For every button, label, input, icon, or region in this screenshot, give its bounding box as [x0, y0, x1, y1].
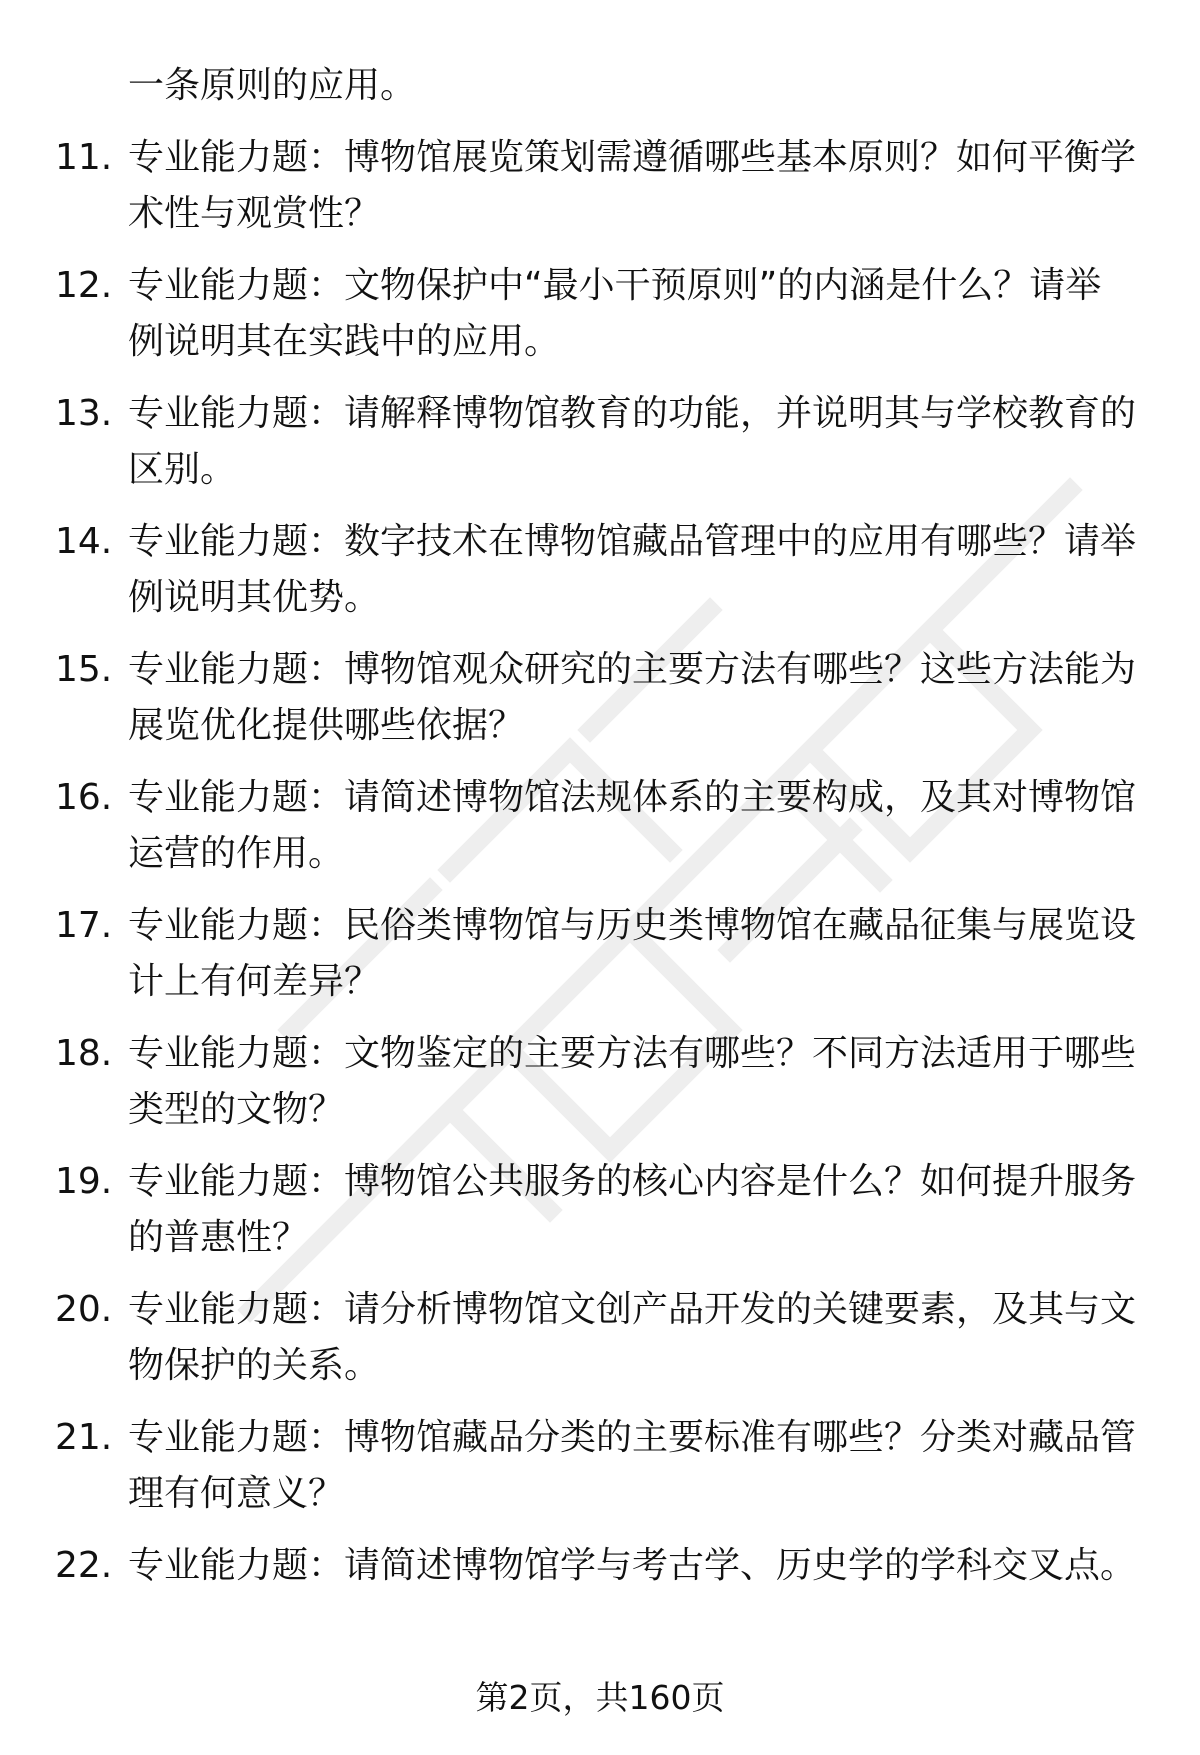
question-number: 21. — [55, 1417, 113, 1458]
question-text-continuation: 例说明其优势。 — [128, 577, 381, 618]
question-number: 16. — [55, 777, 113, 818]
question-first-line — [0, 642, 1200, 698]
question-text-continuation: 例说明其在实践中的应用。 — [128, 321, 561, 362]
question-first-line — [0, 258, 1200, 314]
question-number: 22. — [55, 1545, 113, 1586]
question-text-continuation: 的普惠性？ — [128, 1217, 309, 1258]
question-first-line — [0, 130, 1200, 186]
question-first-line — [0, 1282, 1200, 1338]
question-text-continuation: 区别。 — [128, 449, 237, 490]
question-item — [0, 642, 1200, 754]
question-text-continuation: 运营的作用。 — [128, 833, 345, 874]
question-text: 专业能力题：博物馆公共服务的核心内容是什么？如何提升服务 — [128, 1161, 1137, 1202]
question-item — [0, 386, 1200, 498]
question-text-continuation: 计上有何差异？ — [128, 961, 381, 1002]
question-number: 13. — [55, 393, 113, 434]
question-item — [0, 1538, 1200, 1594]
question-item — [0, 1282, 1200, 1394]
question-text: 专业能力题：请简述博物馆法规体系的主要构成，及其对博物馆 — [128, 777, 1137, 818]
question-text-continuation: 类型的文物？ — [128, 1089, 345, 1130]
continuation-line: 一条原则的应用。 — [128, 65, 417, 106]
question-text: 专业能力题：民俗类博物馆与历史类博物馆在藏品征集与展览设 — [128, 905, 1137, 946]
question-text: 专业能力题：博物馆观众研究的主要方法有哪些？这些方法能为 — [128, 649, 1137, 690]
question-first-line — [0, 898, 1200, 954]
question-first-line — [0, 1538, 1200, 1594]
question-item — [0, 1026, 1200, 1138]
question-number: 20. — [55, 1289, 113, 1330]
question-number: 19. — [55, 1161, 113, 1202]
question-text: 专业能力题：请分析博物馆文创产品开发的关键要素，及其与文 — [128, 1289, 1137, 1330]
question-number: 15. — [55, 649, 113, 690]
question-item — [0, 770, 1200, 882]
question-text: 专业能力题：博物馆藏品分类的主要标准有哪些？分类对藏品管 — [128, 1417, 1137, 1458]
question-text-continuation: 术性与观赏性？ — [128, 193, 381, 234]
question-text: 专业能力题：文物保护中“最小干预原则”的内涵是什么？请举 — [128, 265, 1102, 306]
question-text: 专业能力题：数字技术在博物馆藏品管理中的应用有哪些？请举 — [128, 521, 1137, 562]
question-item — [0, 898, 1200, 1010]
question-item — [0, 514, 1200, 626]
question-first-line — [0, 514, 1200, 570]
question-first-line — [0, 386, 1200, 442]
question-first-line — [0, 1410, 1200, 1466]
question-number: 18. — [55, 1033, 113, 1074]
question-text: 专业能力题：文物鉴定的主要方法有哪些？不同方法适用于哪些 — [128, 1033, 1137, 1074]
question-text-continuation: 物保护的关系。 — [128, 1345, 381, 1386]
question-item — [0, 1154, 1200, 1266]
question-number: 11. — [55, 137, 113, 178]
question-first-line — [0, 770, 1200, 826]
question-first-line — [0, 1026, 1200, 1082]
question-item — [0, 1410, 1200, 1522]
question-text: 专业能力题：博物馆展览策划需遵循哪些基本原则？如何平衡学 — [128, 137, 1137, 178]
page-footer: 第2页，共160页 — [475, 1678, 725, 1717]
question-number: 12. — [55, 265, 113, 306]
question-item — [0, 130, 1200, 242]
question-list — [0, 58, 1200, 1594]
question-text: 专业能力题：请解释博物馆教育的功能，并说明其与学校教育的 — [128, 393, 1137, 434]
question-item — [0, 258, 1200, 370]
question-number: 14. — [55, 521, 113, 562]
question-text-continuation: 理有何意义？ — [128, 1473, 345, 1514]
question-text-continuation: 展览优化提供哪些依据？ — [128, 705, 525, 746]
question-first-line — [0, 1154, 1200, 1210]
question-number: 17. — [55, 905, 113, 946]
question-text: 专业能力题：请简述博物馆学与考古学、历史学的学科交叉点。 — [128, 1545, 1137, 1586]
